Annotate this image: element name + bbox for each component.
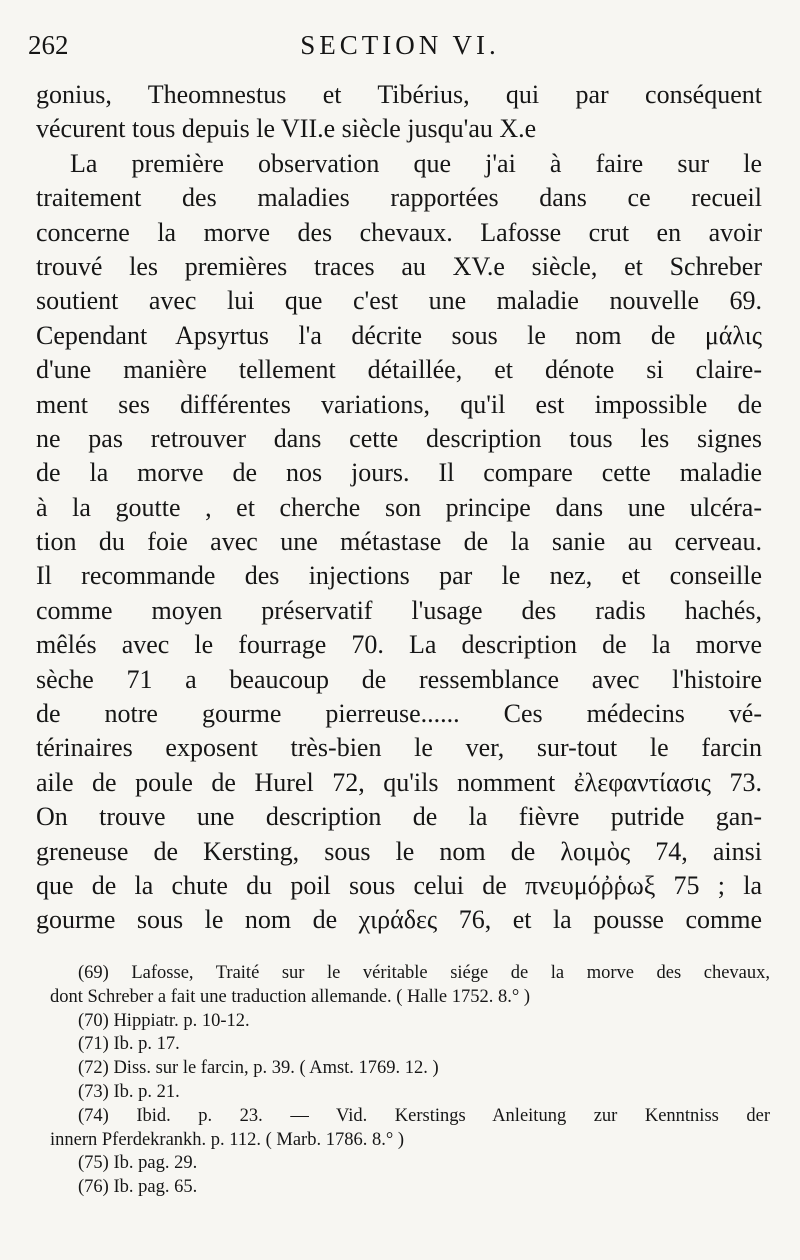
body-line: traitement des maladies rapportées dans ce recueil [36, 183, 762, 213]
running-head: SECTION VI. [300, 30, 500, 60]
body-line: vécurent tous depuis le VII.e siècle jusqu'au X.e [36, 114, 537, 144]
body-line: La première observation que j'ai à faire sur le [70, 148, 762, 178]
page-number: 262 [28, 30, 69, 60]
footnotes [50, 962, 770, 1200]
body-line: térinaires exposent très-bien le ver, sur-tout le farcin [36, 733, 762, 763]
body-line: greneuse de Kersting, sous le nom de λοιμὸς 74, ainsi [36, 836, 762, 866]
body-line: sèche 71 a beaucoup de ressemblance avec l'histoire [36, 664, 762, 694]
footnote-line: dont Schreber a fait une traduction allemande. ( Halle 1752. 8.° ) [50, 986, 531, 1007]
body-line: de la morve de nos jours. Il compare cette maladie [36, 458, 762, 488]
body-line: aile de poule de Hurel 72, qu'ils nomment ἐλεφαντίασις 73. [36, 767, 762, 797]
body-line: mêlés avec le fourrage 70. La description de la morve [36, 630, 762, 660]
body-line: ne pas retrouver dans cette description tous les signes [36, 423, 762, 453]
footnote-line: (76) Ib. pag. 65. [78, 1177, 198, 1198]
body-line: Cependant Apsyrtus l'a décrite sous le nom de μάλις [36, 320, 762, 350]
footnote-line: (75) Ib. pag. 29. [78, 1153, 198, 1174]
body-line: On trouve une description de la fièvre putride gan- [36, 802, 762, 832]
body-line: gonius, Theomnestus et Tibérius, qui par conséquent [36, 80, 762, 109]
footnote-line: (72) Diss. sur le farcin, p. 39. ( Amst. 1769. 12. ) [78, 1058, 439, 1079]
body-line: concerne la morve des chevaux. Lafosse crut en avoir [36, 217, 762, 247]
body-line: Il recommande des injections par le nez, et conseille [36, 561, 762, 591]
body-line: tion du foie avec une métastase de la sanie au cerveau. [36, 527, 762, 557]
body-line: ment ses différentes variations, qu'il est impossible de [36, 389, 762, 419]
body-line: de notre gourme pierreuse...... Ces médecins vé- [36, 699, 762, 729]
footnote-line: (74) Ibid. p. 23. — Vid. Kerstings Anleitung zur Kenntniss der [78, 1105, 770, 1126]
footnote-line: (73) Ib. p. 21. [78, 1081, 180, 1102]
body-line: d'une manière tellement détaillée, et dénote si claire- [36, 355, 762, 385]
body-line: trouvé les premières traces au XV.e siècle, et Schreber [36, 251, 762, 281]
body-line: gourme sous le nom de χιράδες 76, et la pousse comme [36, 905, 762, 935]
body-line: soutient avec lui que c'est une maladie nouvelle 69. [36, 286, 762, 316]
main-text [36, 78, 762, 938]
footnote-line: (70) Hippiatr. p. 10-12. [78, 1010, 250, 1031]
footnote-line: (69) Lafosse, Traité sur le véritable siége de la morve des chevaux, [78, 963, 770, 983]
body-line: que de la chute du poil sous celui de πνευμόῤῥωξ 75 ; la [36, 870, 762, 900]
body-line: à la goutte , et cherche son principe dans une ulcéra- [36, 492, 762, 522]
footnote-line: (71) Ib. p. 17. [78, 1034, 180, 1055]
footnote-line: innern Pferdekrankh. p. 112. ( Marb. 1786. 8.° ) [50, 1129, 405, 1150]
body-line: comme moyen préservatif l'usage des radis hachés, [36, 595, 762, 625]
